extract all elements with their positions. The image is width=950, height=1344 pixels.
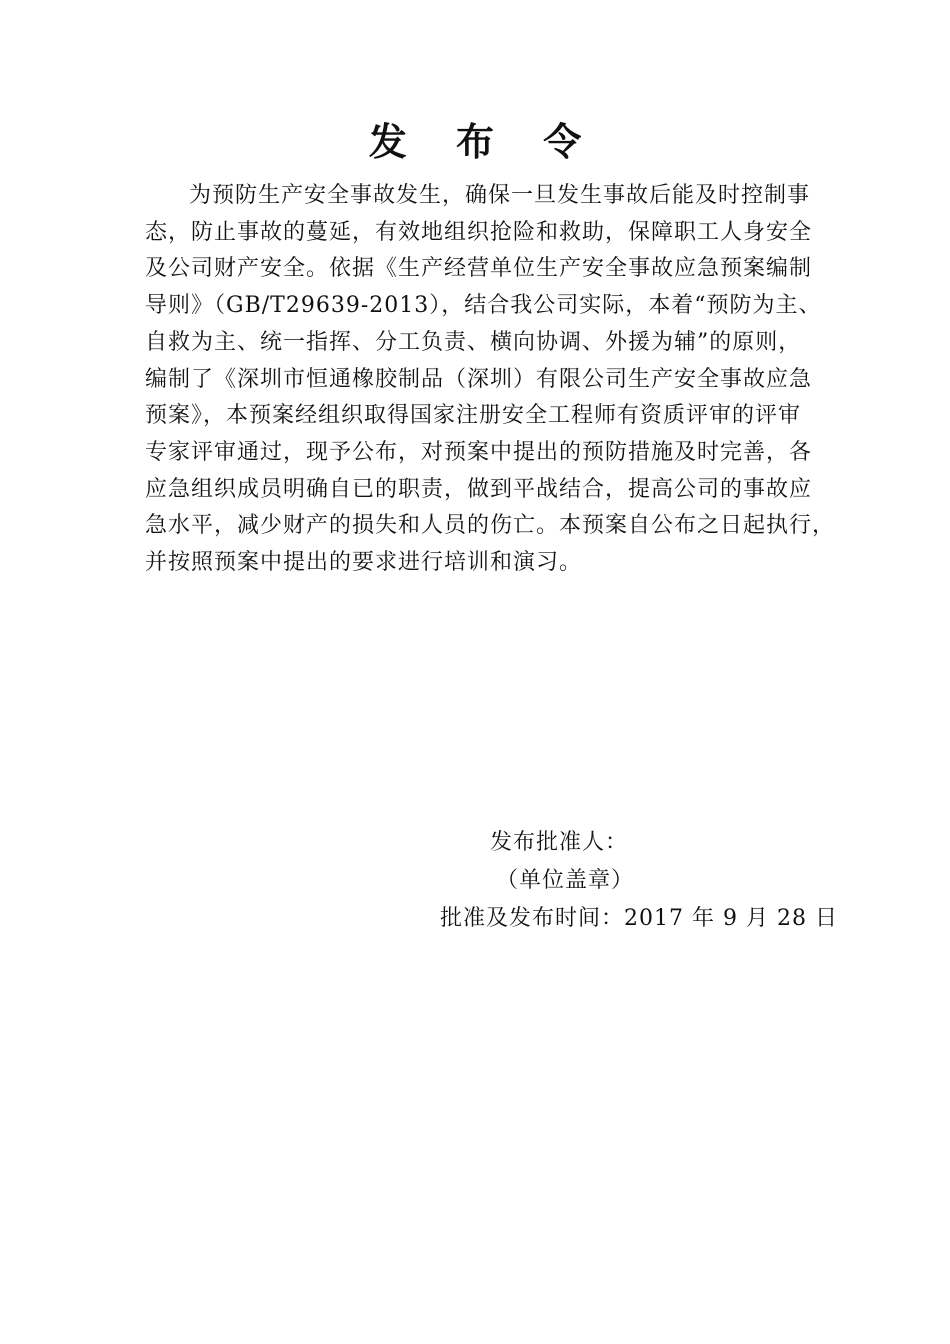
body-line: 急水平，减少财产的损失和人员的伤亡。本预案自公布之日起执行， — [145, 513, 836, 539]
approval-date: 批准及发布时间：2017 年 9 月 28 日 — [440, 906, 838, 931]
approver-label: 发布批准人： — [490, 830, 629, 855]
document-title: 发 布 令 — [368, 119, 600, 164]
body-line: 专家评审通过，现予公布，对预案中提出的预防措施及时完善，各 — [145, 439, 813, 465]
body-line: 应急组织成员明确自已的职责，做到平战结合，提高公司的事故应 — [145, 476, 813, 502]
body-line: 态，防止事故的蔓延，有效地组织抢险和救助，保障职工人身安全 — [145, 219, 813, 245]
seal-label: （单位盖章） — [496, 868, 635, 893]
body-line: 导则》（GB/T29639-2013），结合我公司实际，本着“预防为主、 — [145, 293, 822, 319]
body-line: 编制了《深圳市恒通橡胶制品（深圳）有限公司生产安全事故应急 — [145, 366, 813, 392]
body-line: 为预防生产安全事故发生，确保一旦发生事故后能及时控制事 — [189, 183, 811, 208]
body-line: 预案》，本预案经组织取得国家注册安全工程师有资质评审的评审 — [145, 403, 802, 429]
body-line: 自救为主、统一指挥、分工负责、横向协调、外援为辅”的原则， — [145, 329, 802, 355]
document-body — [145, 178, 836, 582]
body-line: 并按照预案中提出的要求进行培训和演习。 — [145, 550, 583, 576]
body-line: 及公司财产安全。依据《生产经营单位生产安全事故应急预案编制 — [145, 256, 813, 282]
